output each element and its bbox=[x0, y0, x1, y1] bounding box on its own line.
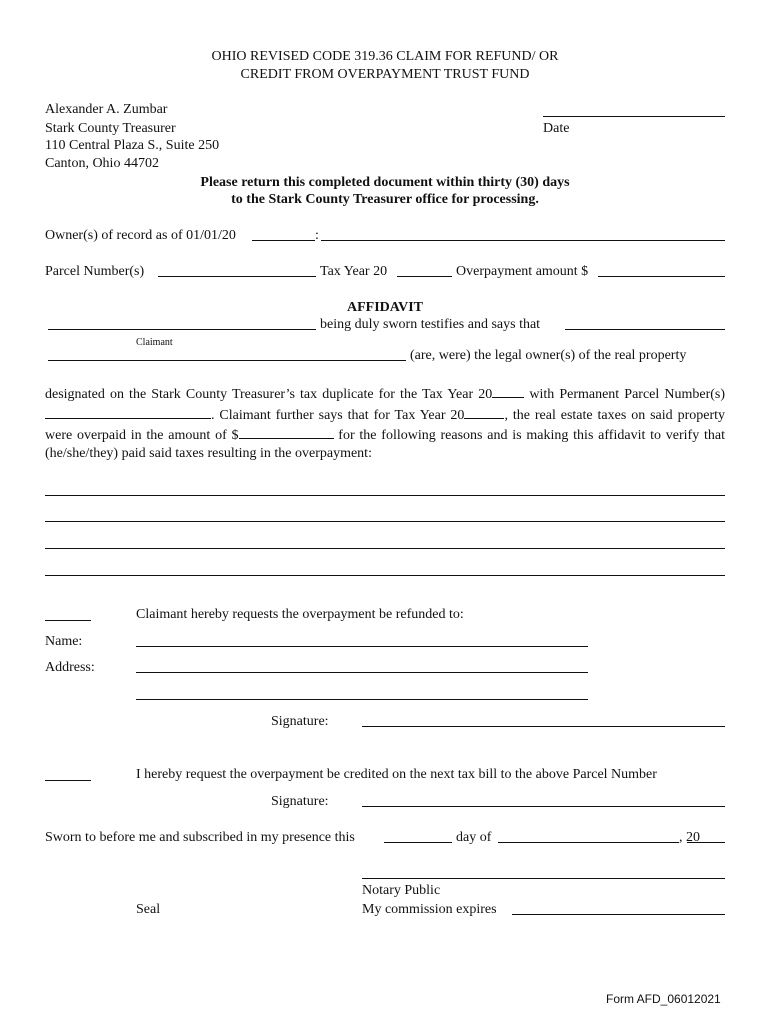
treasurer-street: 110 Central Plaza S., Suite 250 bbox=[45, 138, 220, 153]
notary-day-of: day of bbox=[456, 830, 492, 845]
affidavit-paragraph bbox=[45, 383, 725, 462]
overpayment-label: Overpayment amount $ bbox=[456, 264, 589, 279]
refund-name-label: Name: bbox=[45, 634, 83, 649]
owner-year-field[interactable] bbox=[252, 240, 315, 241]
owner-colon: : bbox=[315, 228, 319, 243]
para-part-e: for the following reasons and is making this affidavit to verify that (he/she/they) paid said taxes resulting in the overpayment: bbox=[45, 428, 725, 461]
refund-address-label: Address: bbox=[45, 660, 95, 675]
refund-address-field-2[interactable] bbox=[136, 699, 588, 700]
refund-signature-label: Signature: bbox=[271, 714, 329, 729]
para-part-a: designated on the Stark County Treasurer’s tax duplicate for the Tax Year 20 bbox=[45, 387, 493, 402]
reason-line-4[interactable] bbox=[45, 575, 725, 576]
para-amount-field[interactable] bbox=[239, 424, 334, 439]
para-part-b: with Permanent Parcel Number(s) bbox=[529, 387, 726, 402]
para-parcel-field[interactable] bbox=[45, 404, 211, 419]
reason-line-2[interactable] bbox=[45, 521, 725, 522]
refund-address-field-1[interactable] bbox=[136, 672, 588, 673]
parcel-label: Parcel Number(s) bbox=[45, 264, 145, 279]
date-field[interactable] bbox=[543, 116, 725, 117]
treasurer-name: Alexander A. Zumbar bbox=[45, 102, 168, 117]
form-id: Form AFD_06012021 bbox=[606, 992, 721, 1006]
date-label: Date bbox=[543, 121, 570, 136]
commission-expires-field[interactable] bbox=[512, 914, 725, 915]
refund-signature-field[interactable] bbox=[362, 726, 725, 727]
reason-line-1[interactable] bbox=[45, 495, 725, 496]
tax-year-label: Tax Year 20 bbox=[320, 264, 388, 279]
refund-name-field[interactable] bbox=[136, 646, 588, 647]
reason-line-3[interactable] bbox=[45, 548, 725, 549]
credit-signature-label: Signature: bbox=[271, 794, 329, 809]
notary-month-field[interactable] bbox=[498, 842, 679, 843]
form-title-line1: OHIO REVISED CODE 319.36 CLAIM FOR REFUND/ OR bbox=[211, 49, 559, 64]
refund-text: Claimant hereby requests the overpayment be refunded to: bbox=[136, 607, 464, 622]
notary-signature-field[interactable] bbox=[362, 878, 725, 879]
overpayment-amount-field[interactable] bbox=[598, 276, 725, 277]
owner-names-field[interactable] bbox=[48, 360, 406, 361]
owner-name-field[interactable] bbox=[321, 240, 725, 241]
notary-year-field[interactable] bbox=[687, 842, 725, 843]
refund-checkbox-line[interactable] bbox=[45, 620, 91, 621]
owners-text: (are, were) the legal owner(s) of the real property bbox=[410, 348, 687, 363]
notary-day-field[interactable] bbox=[384, 842, 452, 843]
instructions-line2: to the Stark County Treasurer office for processing. bbox=[231, 192, 539, 207]
treasurer-city: Canton, Ohio 44702 bbox=[45, 156, 159, 171]
notary-year-prefix: , 20 bbox=[679, 830, 700, 845]
treasurer-office: Stark County Treasurer bbox=[45, 121, 176, 136]
credit-checkbox-line[interactable] bbox=[45, 780, 91, 781]
sworn-says-field[interactable] bbox=[565, 329, 725, 330]
credit-signature-field[interactable] bbox=[362, 806, 725, 807]
owner-label: Owner(s) of record as of 01/01/20 bbox=[45, 228, 236, 243]
notary-public-label: Notary Public bbox=[362, 883, 441, 898]
tax-year-field[interactable] bbox=[397, 276, 452, 277]
claimant-caption: Claimant bbox=[136, 337, 173, 348]
seal-label: Seal bbox=[136, 902, 161, 917]
para-tax-year-field[interactable] bbox=[492, 383, 524, 398]
notary-sworn-text: Sworn to before me and subscribed in my presence this bbox=[45, 830, 355, 845]
para-part-d: , the real estate taxes on said property were overpaid in the amount of $ bbox=[45, 407, 726, 443]
instructions-line1: Please return this completed document within thirty (30) days bbox=[200, 175, 570, 190]
para-part-c: . Claimant further says that for Tax Year 20 bbox=[211, 407, 465, 423]
credit-text: I hereby request the overpayment be credited on the next tax bill to the above Parcel Number bbox=[136, 767, 657, 782]
commission-label: My commission expires bbox=[362, 902, 497, 917]
form-title-line2: CREDIT FROM OVERPAYMENT TRUST FUND bbox=[240, 67, 530, 82]
sworn-text: being duly sworn testifies and says that bbox=[320, 317, 541, 332]
para-tax-year2-field[interactable] bbox=[464, 404, 504, 419]
parcel-number-field[interactable] bbox=[158, 276, 316, 277]
affidavit-heading: AFFIDAVIT bbox=[347, 300, 423, 315]
claimant-name-field[interactable] bbox=[48, 329, 316, 330]
